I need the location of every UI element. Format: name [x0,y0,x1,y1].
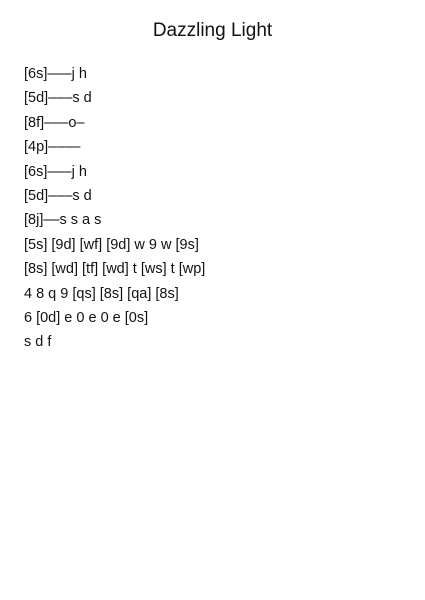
note-line: 6 [0d] e 0 e 0 e [0s] [24,309,149,326]
note-line: [5d]–––s d [24,187,92,204]
note-line: [6s]–––j h [24,163,87,180]
note-line: s d f [24,334,52,351]
note-line: [5s] [9d] [wf] [9d] w 9 w [9s] [24,236,199,253]
note-line: [8j]––s s a s [24,212,102,229]
note-line: [8f]–––o– [24,114,85,131]
note-line: [6s]–––j h [24,66,87,82]
note-line: [5d]–––s d [24,90,92,107]
document-title: Dazzling Light [152,20,273,41]
note-line: [8s] [wd] [tf] [wd] t [ws] t [wp] [24,261,206,278]
note-line: [4p]–––– [24,139,81,156]
note-sheet [24,62,414,355]
note-line: 4 8 q 9 [qs] [8s] [qa] [8s] [24,285,179,302]
